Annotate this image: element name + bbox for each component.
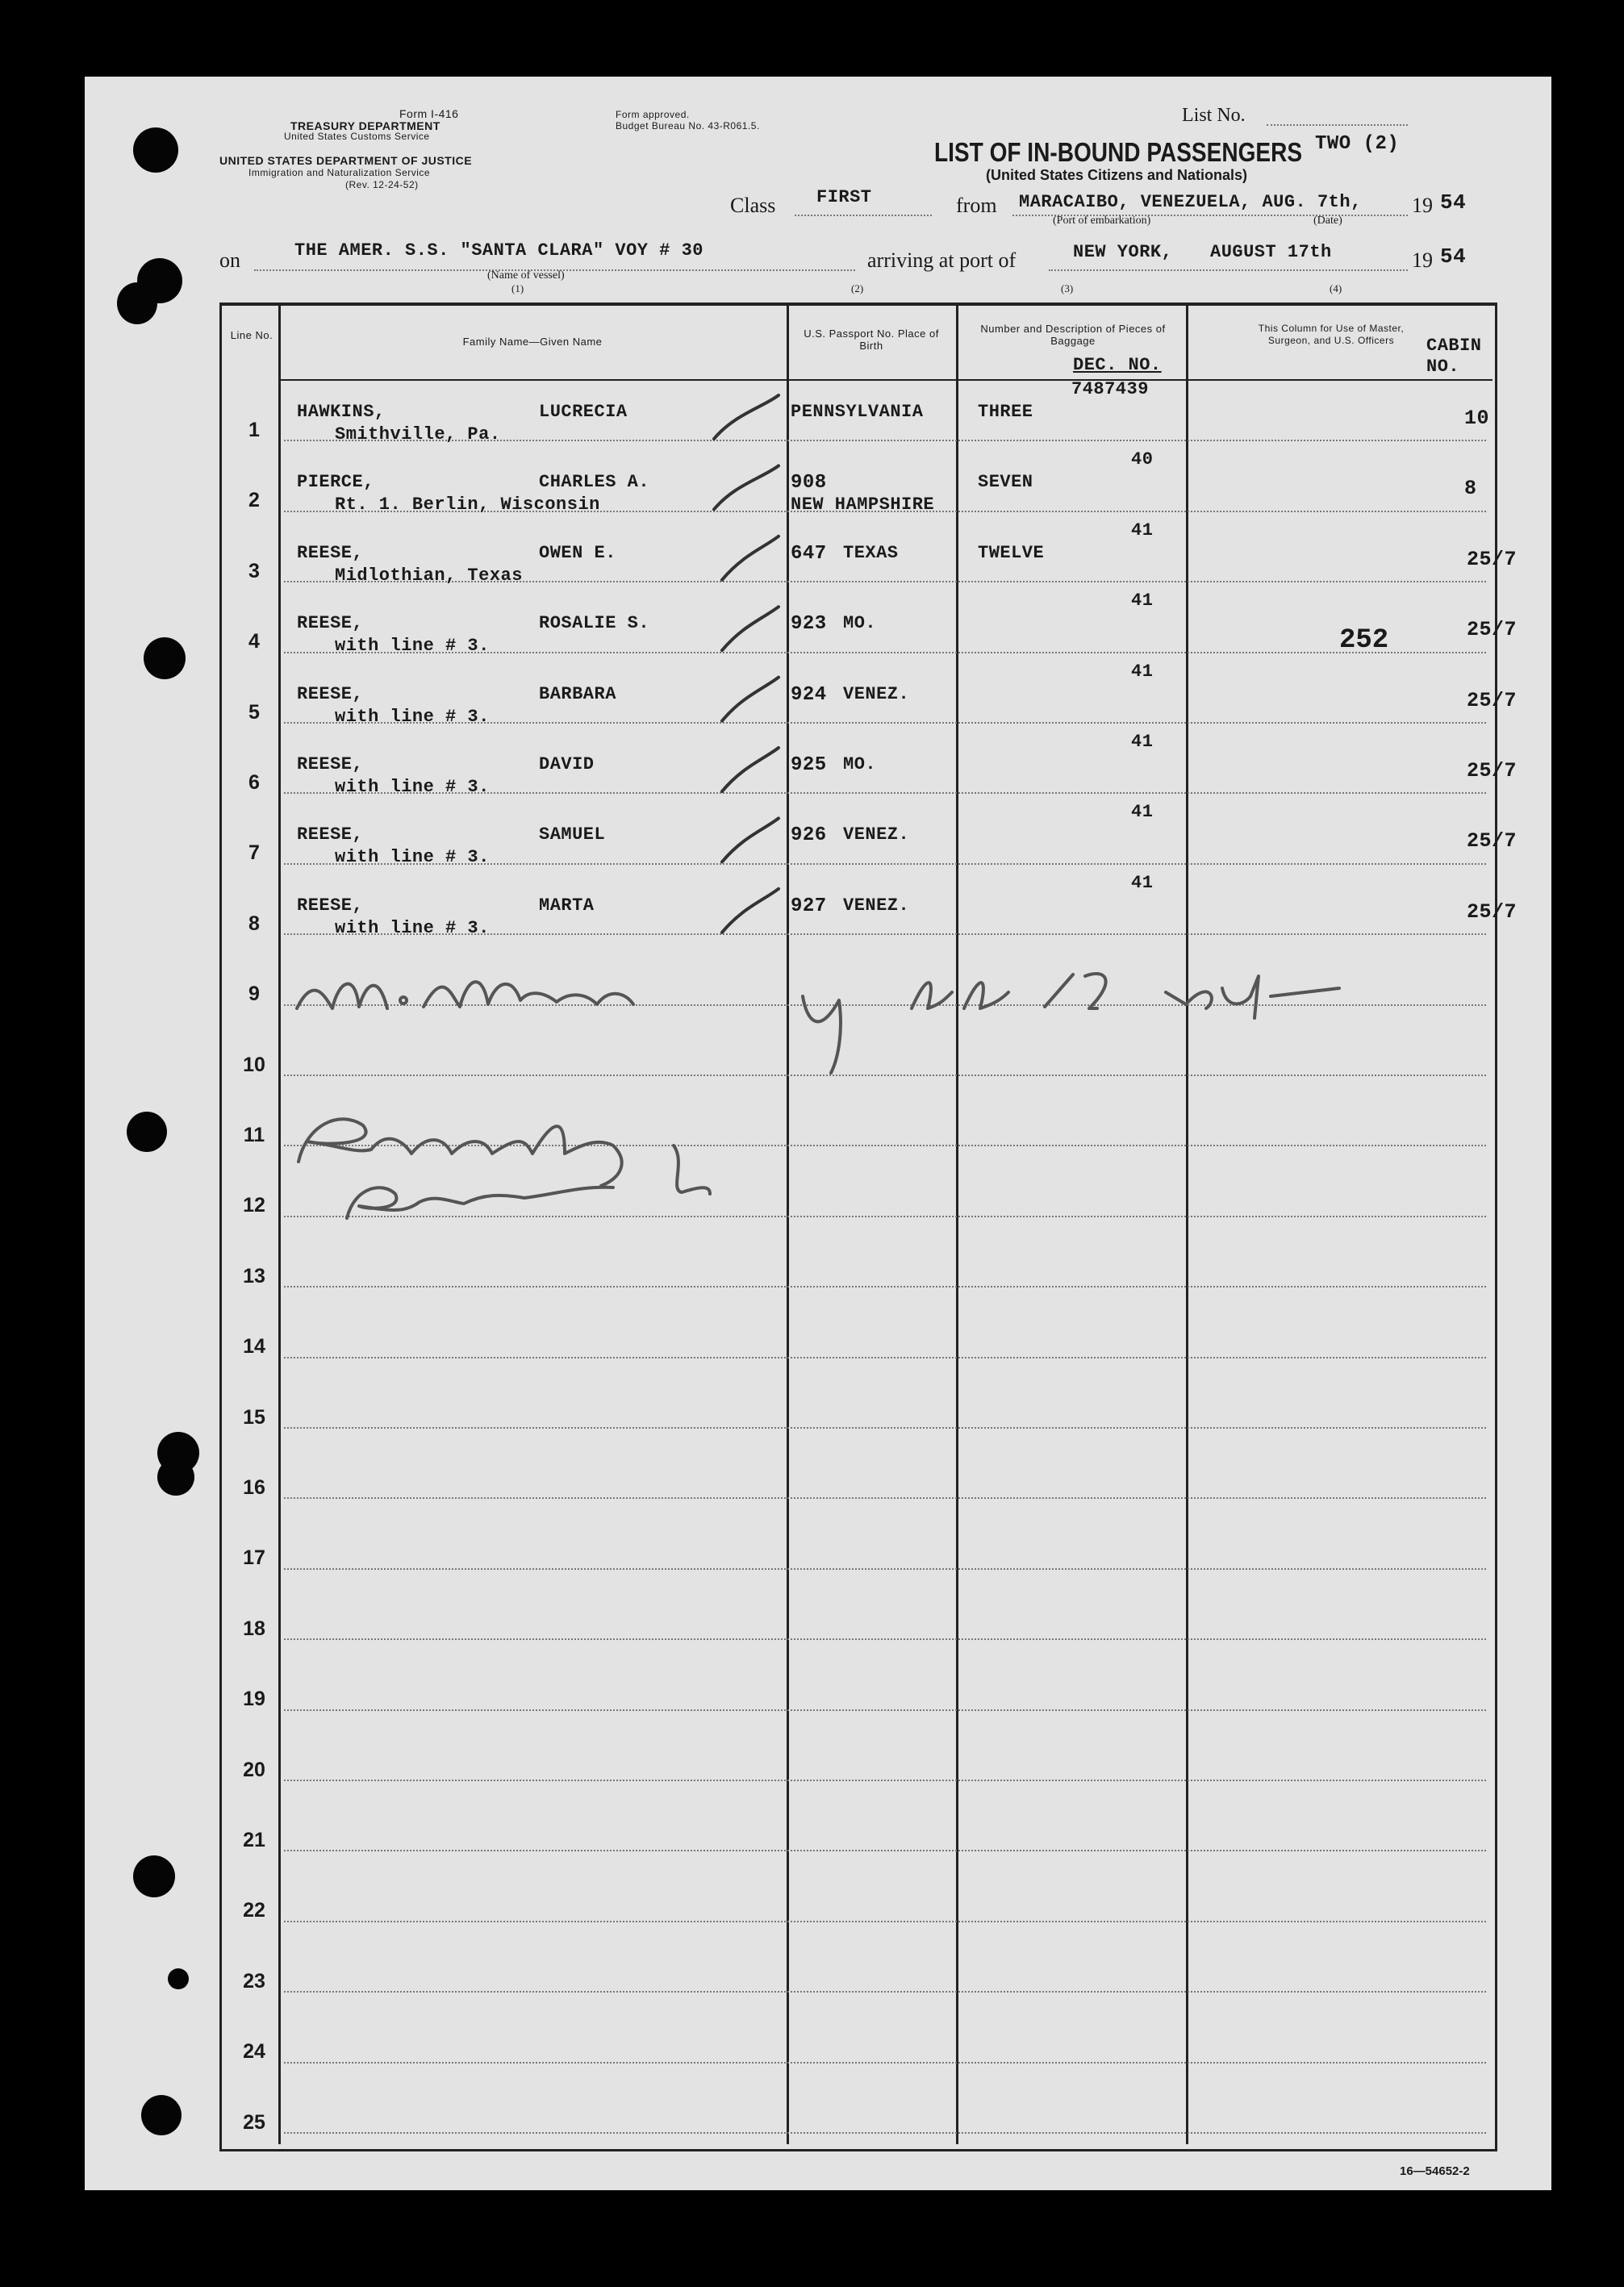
line-number: 3 — [248, 559, 260, 582]
birth-place: VENEZ. — [843, 824, 910, 845]
col-header-cabin: CABIN NO. — [1426, 336, 1482, 377]
birth-place: VENEZ. — [843, 683, 910, 704]
passport-number: 927 — [791, 895, 827, 917]
cabin-number: 8 — [1464, 477, 1477, 501]
given-name: CHARLES A. — [539, 472, 650, 493]
given-name: OWEN E. — [539, 542, 616, 563]
given-name: LUCRECIA — [539, 402, 628, 422]
line-number: 8 — [248, 912, 260, 935]
line-number: 14 — [243, 1335, 265, 1358]
arrival-year-value: 54 — [1440, 244, 1467, 269]
class-value: FIRST — [816, 187, 872, 207]
justice-label: UNITED STATES DEPARTMENT OF JUSTICE — [219, 154, 473, 167]
address: with line # 3. — [335, 917, 490, 938]
line-number: 15 — [243, 1405, 265, 1429]
declaration-number: 41 — [1131, 802, 1154, 823]
passport-number: 926 — [791, 824, 827, 847]
line-number: 16 — [243, 1476, 265, 1499]
line-number: 25 — [243, 2110, 265, 2134]
declaration-number: 41 — [1131, 732, 1154, 752]
line-number: 22 — [243, 1899, 265, 1922]
baggage-count: THREE — [978, 402, 1033, 422]
family-name: REESE, — [297, 683, 364, 704]
baggage-count: TWELVE — [978, 542, 1045, 563]
cabin-number: 25/7 — [1467, 688, 1518, 712]
line-number: 6 — [248, 771, 260, 794]
treasury-label: TREASURY DEPARTMENT — [290, 119, 440, 132]
line-number: 23 — [243, 1969, 265, 1993]
passport-number: 908 — [791, 472, 827, 495]
from-label: from — [956, 194, 997, 217]
birth-place: TEXAS — [843, 542, 899, 563]
given-name: SAMUEL — [539, 824, 606, 845]
caption-3: (3) — [1061, 282, 1074, 294]
caption-4: (4) — [1330, 282, 1342, 294]
line-number: 13 — [243, 1264, 265, 1287]
birth-place: PENNSYLVANIA — [791, 402, 924, 422]
cabin-number: 25/7 — [1467, 899, 1518, 924]
line-number: 21 — [243, 1829, 265, 1851]
line-number: 24 — [243, 2040, 265, 2064]
family-name: HAWKINS, — [297, 402, 386, 422]
budget-bureau-line: Budget Bureau No. 43-R061.5. — [616, 120, 760, 131]
arrival-port-value: NEW YORK, — [1073, 242, 1173, 262]
address: Rt. 1. Berlin, Wisconsin — [335, 495, 600, 515]
address: with line # 3. — [335, 847, 490, 868]
arrival-year-prefix: 19 — [1412, 248, 1433, 272]
line-number: 7 — [248, 841, 260, 865]
prepared-by-signature — [298, 1119, 710, 1218]
passport-number: 924 — [791, 683, 827, 706]
line-number: 5 — [248, 700, 260, 724]
from-year-value: 54 — [1440, 190, 1467, 215]
dec-first-value: 7487439 — [1071, 379, 1149, 399]
given-name: BARBARA — [539, 683, 616, 704]
cabin-number: 25/7 — [1467, 547, 1518, 571]
address: Midlothian, Texas — [335, 565, 523, 586]
ins-label: Immigration and Naturalization Service — [248, 167, 431, 178]
cabin-number: 25/7 — [1467, 829, 1518, 853]
caption-1: (1) — [511, 282, 524, 294]
arrival-date-value: AUGUST 17th — [1210, 242, 1332, 262]
family-name: REESE, — [297, 613, 364, 634]
line-number: 2 — [248, 489, 260, 512]
line-number: 10 — [243, 1053, 265, 1076]
declaration-number: 41 — [1131, 661, 1154, 682]
cabin-number: 10 — [1464, 407, 1490, 430]
given-name: DAVID — [539, 754, 595, 774]
officer-note: 252 — [1339, 625, 1389, 656]
approval-line: Form approved. — [616, 109, 690, 120]
line-number: 17 — [243, 1546, 265, 1570]
revision-label: (Rev. 12-24-52) — [345, 179, 419, 190]
given-name: MARTA — [539, 895, 595, 916]
dec-no-label: DEC. NO. — [1073, 355, 1162, 375]
cabin-number: 25/7 — [1467, 618, 1518, 642]
address: with line # 3. — [335, 777, 490, 797]
family-name: REESE, — [297, 542, 364, 563]
arriving-label: arriving at port of — [867, 248, 1017, 272]
declaration-number: 40 — [1131, 449, 1154, 470]
line-number: 11 — [243, 1124, 265, 1146]
declaration-number: 41 — [1131, 591, 1154, 611]
customs-label: United States Customs Service — [284, 131, 430, 142]
port-embark-label: (Port of embarkation) — [1053, 215, 1151, 227]
line-number: 19 — [243, 1688, 265, 1711]
passport-number: 647 — [791, 542, 827, 565]
vessel-value: THE AMER. S.S. "SANTA CLARA" VOY # 30 — [294, 240, 703, 261]
address: with line # 3. — [335, 706, 490, 727]
birth-place: MO. — [843, 754, 877, 774]
family-name: REESE, — [297, 824, 364, 845]
passport-number: 923 — [791, 613, 827, 636]
given-name: ROSALIE S. — [539, 613, 650, 634]
from-value: MARACAIBO, VENEZUELA, AUG. 7th, — [1019, 192, 1362, 212]
list-no-label: List No. — [1182, 105, 1246, 126]
vessel-caption: (Name of vessel) — [487, 269, 565, 282]
inspector-signature — [297, 974, 1339, 1073]
baggage-count: SEVEN — [978, 472, 1033, 493]
col-header-passport: U.S. Passport No. Place of Birth — [804, 328, 939, 352]
line-number: 18 — [243, 1617, 265, 1640]
family-name: REESE, — [297, 895, 364, 916]
form-number: Form I-416 — [399, 107, 459, 120]
class-label: Class — [730, 194, 776, 217]
caption-2: (2) — [851, 282, 864, 294]
address: with line # 3. — [335, 636, 490, 657]
declaration-number: 41 — [1131, 872, 1154, 893]
col-header-baggage: Number and Description of Pieces of Baggage — [980, 323, 1166, 347]
from-year-prefix: 19 — [1412, 194, 1433, 217]
page-subtitle: (United States Citizens and Nationals) — [986, 167, 1248, 183]
line-number: 1 — [248, 419, 260, 441]
col-header-line: Line No. — [230, 329, 273, 341]
col-header-officers: This Column for Use of Master, Surgeon, and U.S. Officers — [1258, 323, 1405, 346]
footer-code: 16—54652-2 — [1400, 2164, 1470, 2178]
passport-number: 925 — [791, 754, 827, 776]
birth-place: MO. — [843, 613, 877, 634]
page-title: LIST OF IN-BOUND PASSENGERS — [934, 137, 1303, 167]
cabin-number: 25/7 — [1467, 759, 1518, 783]
birth-place: VENEZ. — [843, 895, 910, 916]
line-number: 20 — [243, 1758, 265, 1781]
line-number: 12 — [243, 1194, 265, 1217]
on-label: on — [219, 248, 240, 272]
line-number: 4 — [248, 630, 260, 653]
col-header-name: Family Name—Given Name — [462, 336, 603, 348]
declaration-number: 41 — [1131, 520, 1154, 540]
family-name: REESE, — [297, 754, 364, 774]
address: Smithville, Pa. — [335, 424, 501, 444]
line-number: 9 — [248, 983, 260, 1006]
family-name: PIERCE, — [297, 472, 374, 493]
list-no-value: TWO (2) — [1315, 133, 1400, 155]
date-label: (Date) — [1313, 215, 1342, 227]
birth-place: NEW HAMPSHIRE — [791, 495, 935, 515]
